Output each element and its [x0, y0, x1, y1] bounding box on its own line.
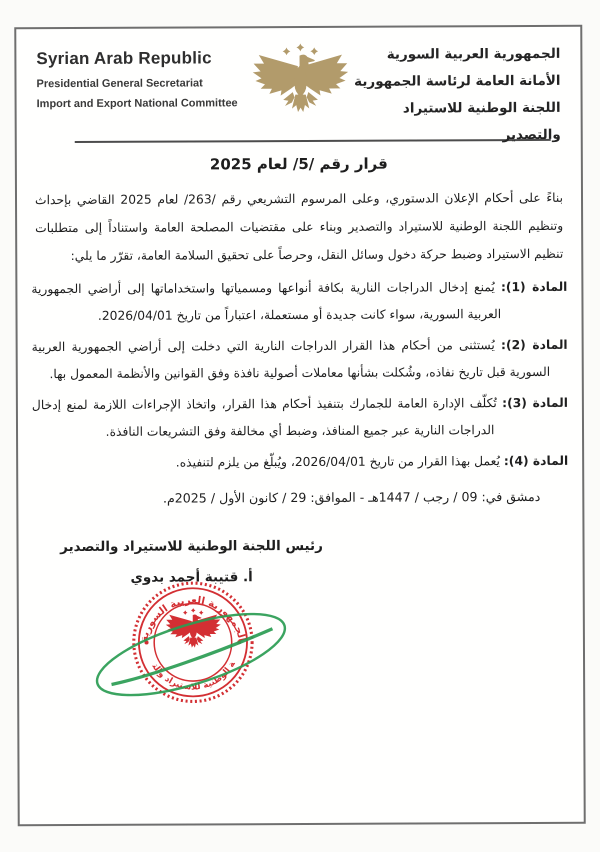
golden-eagle-emblem-icon [249, 40, 353, 132]
article-4 [32, 448, 568, 477]
article-1-text: يُمنع إدخال الدراجات النارية بكافة أنواعها ومسمياتها واستخداماتها إلى أراضي الجمهورية العربية السورية، سواء كانت جديدة أو مستعملة، اعتباراً من تاريخ 2026/04/01. [31, 280, 502, 323]
article-2-text: يُستثنى من أحكام هذا القرار الدراجات النارية التي دخلت إلى أراضي الجمهورية العربية السورية قبل تاريخ نفاذه، وشُكلت بشأنها معاملات أصولية نافذة وفق القوانين والأنظمة المعمول بها. [31, 338, 551, 382]
document-border-box [14, 25, 585, 826]
country-name-ar: الجمهورية العربية السورية [386, 45, 561, 63]
articles-section [31, 274, 568, 477]
committee-en: Import and Export National Committee [36, 97, 238, 111]
article-1-label: المادة (1): [500, 279, 568, 295]
secretariat-ar: الأمانة العامة لرئاسة الجمهورية [354, 72, 561, 90]
article-3-text: تُكلّف الإدارة العامة للجمارك بتنفيذ أحكام هذا القرار، واتخاذ الإجراءات اللازمة لمنع إدخال الدراجات النارية عبر جميع المنافذ، وضبط أي مخالفة وفق التشريعات النافذة. [31, 396, 497, 439]
committee-ar: اللجنة الوطنية للاستيراد والتصدير [402, 99, 561, 144]
article-4-label: المادة (4): [503, 453, 569, 469]
article-4-text: يُعمل بهذا القرار من تاريخ 2026/04/01، ويُبلّغ من يلزم لتنفيذه. [175, 454, 500, 470]
article-3-label: المادة (3): [502, 395, 568, 411]
country-name-en: Syrian Arab Republic [36, 48, 212, 69]
stamp-top-arc-text: الجمهورية العربية السورية [138, 595, 248, 644]
preamble-paragraph: بناءً على أحكام الإعلان الدستوري، وعلى المرسوم التشريعي رقم /263/ لعام 2025 القاضي بإحداث وتنظيم اللجنة الوطنية للاستيراد والتصدير وبناء على مقتضيات المصلحة العامة واستناداً إلى متطلبات تنظيم الاستيراد وضبط حركة دخول وسائل النقل، وحرصاً على تحقيق السلامة العامة، تقرّر ما يلي: [34, 190, 564, 263]
official-stamp [86, 572, 296, 724]
decree-title: قرار رقم /5/ لعام 2025 [209, 154, 388, 174]
letterhead-english [36, 42, 249, 118]
article-2 [32, 332, 568, 388]
issue-date-line: دمشق في: 09 / رجب / 1447هـ - الموافق: 29 / كانون الأول / 2025م. [162, 488, 541, 506]
stamp-bottom-arc-text: اللجنة الوطنية للاستيراد والتصدير [86, 572, 238, 693]
article-1 [31, 274, 567, 330]
letterhead [16, 27, 580, 144]
green-pen-mark [88, 597, 293, 712]
secretariat-en: Presidential General Secretariat [36, 77, 203, 91]
letterhead-arabic [353, 41, 561, 150]
article-3 [32, 390, 568, 446]
article-2-label: المادة (2): [500, 337, 568, 353]
signatory-name: أ. قتيبة أحمد بدوي [130, 569, 253, 586]
signatory-title: رئيس اللجنة الوطنية للاستيراد والتصدير [60, 537, 323, 556]
